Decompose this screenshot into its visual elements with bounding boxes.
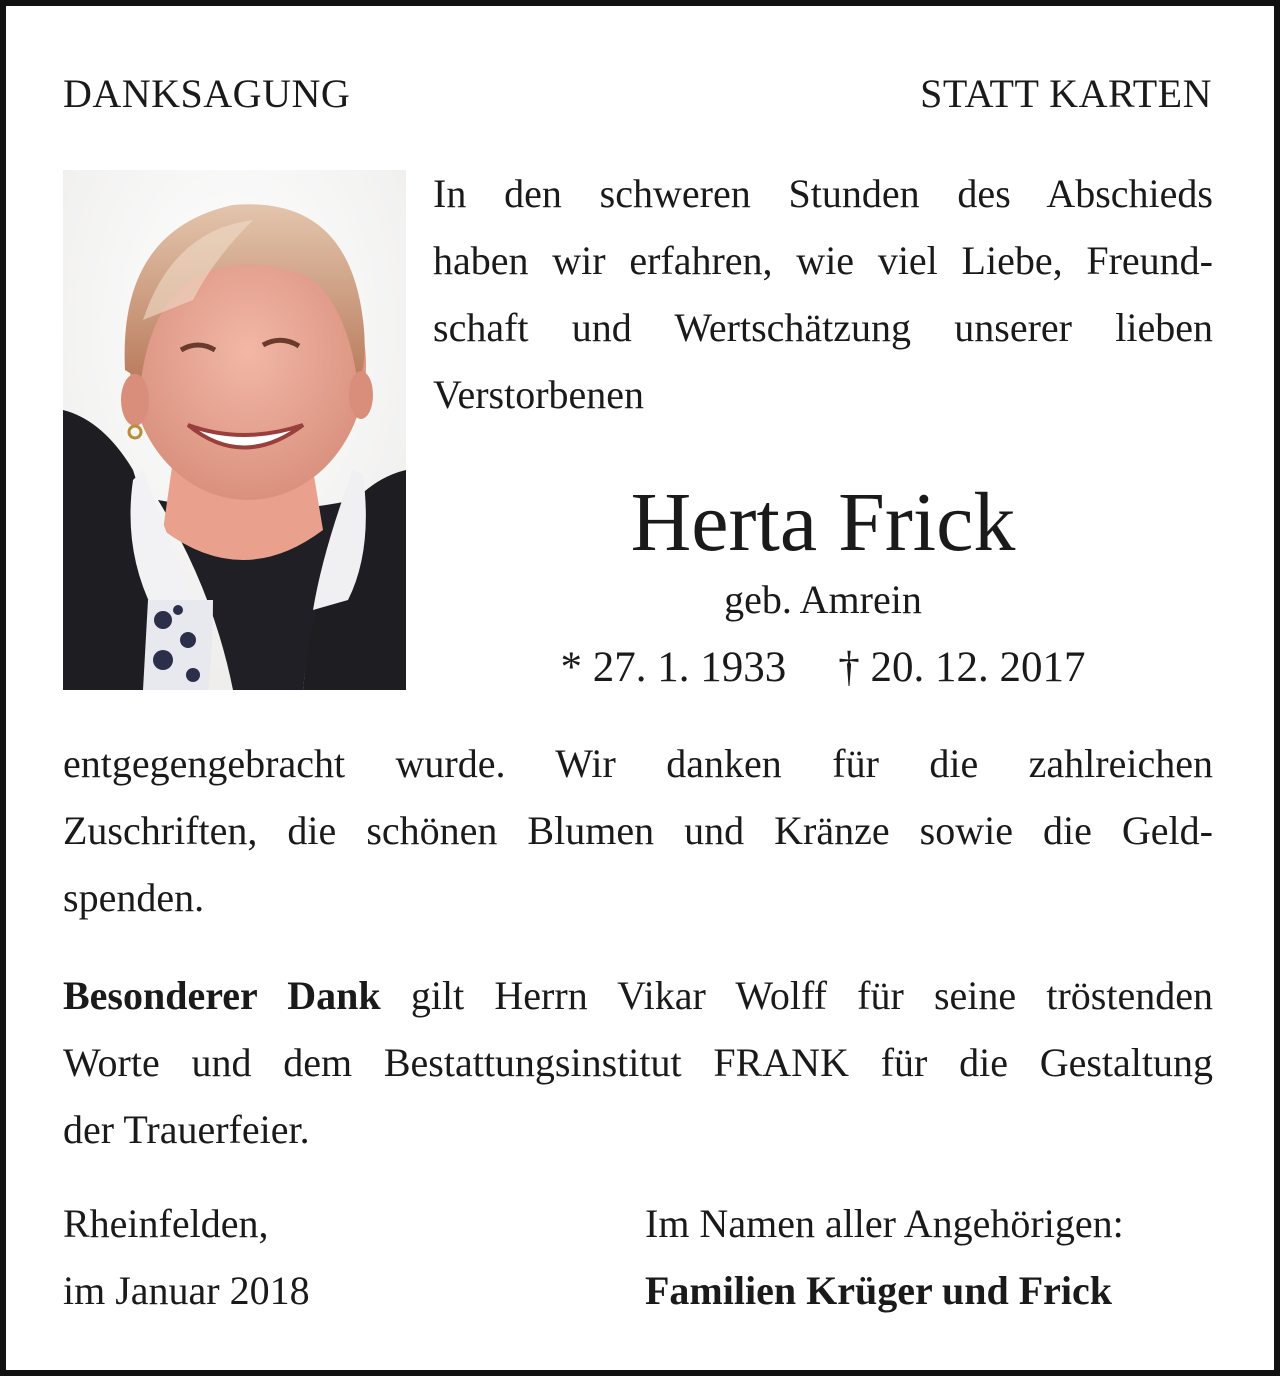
header-statt-karten: STATT KARTEN bbox=[920, 71, 1212, 116]
life-dates bbox=[433, 640, 1213, 696]
death-date: † 20. 12. 2017 bbox=[838, 644, 1086, 691]
special-thanks-paragraph bbox=[63, 962, 1213, 1163]
intro-text bbox=[433, 160, 1213, 428]
intro-line: schaft und Wertschätzung unserer lieben bbox=[433, 305, 1213, 350]
intro-line: haben wir erfahren, wie viel Liebe, Freund- bbox=[433, 238, 1213, 283]
paragraph-line: entgegengebracht wurde. Wir danken für die zahlreichen bbox=[63, 741, 1213, 786]
signature-block bbox=[645, 1190, 1124, 1324]
portrait-photo bbox=[63, 170, 406, 690]
birth-name: geb. Amrein bbox=[724, 577, 922, 622]
special-thanks-rest: gilt Herrn Vikar Wolff für seine tröstenden bbox=[380, 973, 1213, 1018]
deceased-name: Herta Frick bbox=[630, 476, 1016, 569]
place: Rheinfelden, bbox=[63, 1201, 269, 1246]
intro-line: In den schweren Stunden des Abschieds bbox=[433, 171, 1213, 216]
paragraph-line: der Trauerfeier. bbox=[63, 1107, 310, 1152]
place-date bbox=[63, 1190, 310, 1324]
special-thanks-lead: Besonderer Dank bbox=[63, 973, 381, 1018]
paragraph-line: Zuschriften, die schönen Blumen und Kränze sowie die Geld- bbox=[63, 808, 1213, 853]
thanks-paragraph bbox=[63, 730, 1213, 931]
birth-date: * 27. 1. 1933 bbox=[560, 644, 787, 691]
intro-line: Verstorbenen bbox=[433, 372, 645, 417]
date: im Januar 2018 bbox=[63, 1268, 310, 1313]
on-behalf-text: Im Namen aller Angehörigen: bbox=[645, 1201, 1124, 1246]
paragraph-line: Worte und dem Bestattungsinstitut FRANK für die Gestaltung bbox=[63, 1040, 1213, 1085]
family-names: Familien Krüger und Frick bbox=[645, 1268, 1113, 1313]
paragraph-line bbox=[63, 962, 1213, 1029]
paragraph-line: spenden. bbox=[63, 875, 205, 920]
header-danksagung: DANKSAGUNG bbox=[63, 71, 351, 116]
